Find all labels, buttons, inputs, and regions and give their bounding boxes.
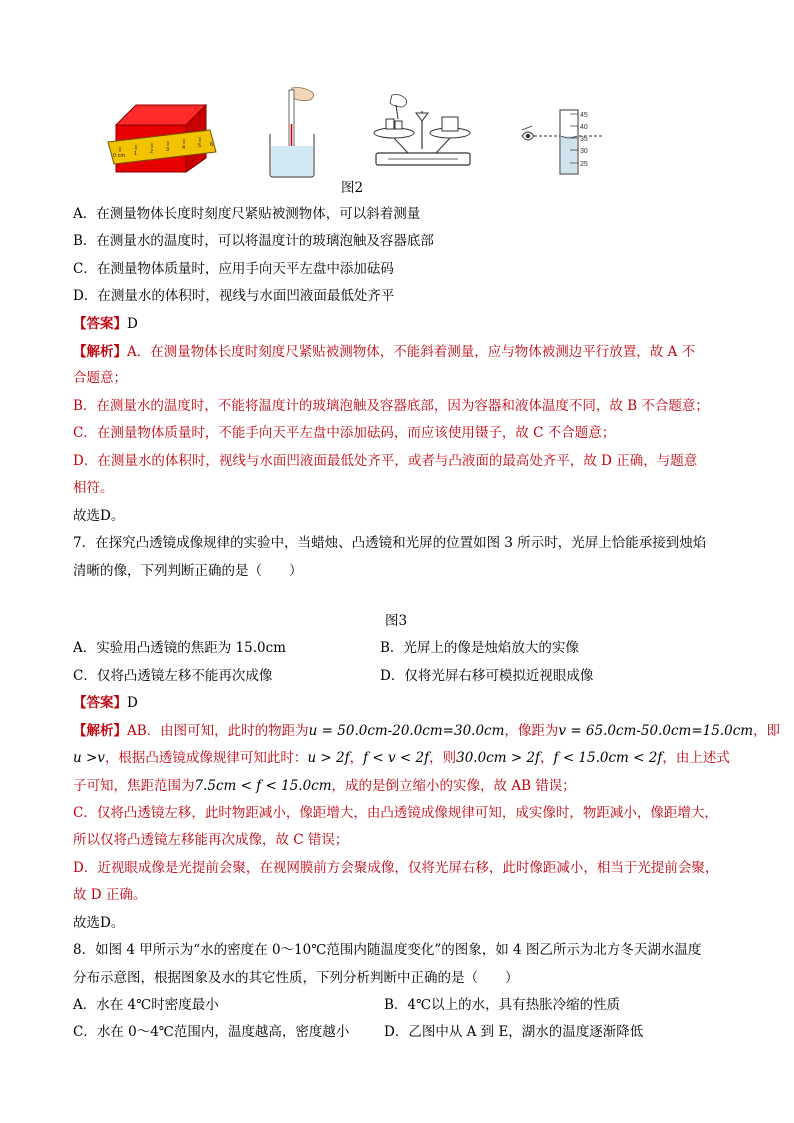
q7-analysis-2f: ，则 <box>429 750 457 766</box>
q6-conclusion: 故选D。 <box>73 508 125 524</box>
cylinder-tick-40: 40 <box>580 124 588 131</box>
ruler-tick-2: 2 <box>150 149 154 155</box>
cylinder-tick-30: 30 <box>580 148 588 155</box>
q7-analysis-line-3 <box>73 776 576 796</box>
figure3-caption: 图3 <box>385 613 408 629</box>
q7-stem-line-2: 清晰的像，下列判断正确的是（ ） <box>73 563 303 579</box>
q7-option-b: B．光屏上的像是烛焰放大的实像 <box>380 640 579 656</box>
ruler-tick-0: 0 cm <box>113 153 125 159</box>
ruler-tick-1: 1 <box>134 151 138 157</box>
q6-analysis-text-1: A．在测量物体长度时刻度尺紧贴被测物体，不能斜着测量，应与物体被测边平行放置，故 A 不 <box>127 344 696 360</box>
q7-analysis-3b: 7.5cm < f < 15.0cm <box>194 778 332 794</box>
q7-analysis-2b: ，根据凸透镜成像规律可知此时： <box>104 750 308 766</box>
q7-answer <box>73 693 138 713</box>
q6-answer-label: 【答案】 <box>73 316 127 332</box>
q7-analysis-3c: ，成的是倒立缩小的实像，故 AB 错误； <box>331 778 576 794</box>
q8-option-d: D．乙图中从 A 到 E，湖水的温度逐渐降低 <box>384 1024 644 1040</box>
ruler-tick-3: 3 <box>166 147 170 153</box>
q7-answer-label: 【答案】 <box>73 695 127 711</box>
q7-conclusion: 故选D。 <box>73 915 125 931</box>
q7-analysis-label: 【解析】 <box>73 723 127 739</box>
q8-option-a: A．水在 4℃时密度最小 <box>73 997 219 1013</box>
figure2-caption: 图2 <box>341 180 364 196</box>
cylinder-tick-45: 45 <box>580 112 588 119</box>
q7-analysis-line-7: 故 D 正确。 <box>73 887 147 903</box>
q7-analysis-2h: ， <box>540 750 554 766</box>
q8-stem-line-2: 分布示意图，根据图象及水的其它性质，下列分析判断中正确的是（ ） <box>73 970 519 986</box>
q6-analysis-line-5: D．在测量水的体积时，视线与水面凹液面最低处齐平，或者与凸液面的最高处齐平，故 D 正确，与题意 <box>73 453 698 469</box>
ruler-tick-4: 4 <box>182 145 186 151</box>
q8-option-b: B．4℃以上的水，具有热胀冷缩的性质 <box>384 997 621 1013</box>
q7-analysis-1e: ，即 <box>753 723 781 739</box>
q7-analysis-line-4: C．仅将凸透镜左移，此时物距减小，像距增大，由凸透镜成像规律可知，成实像时，物距减小，像距增大， <box>73 805 718 821</box>
figure-eye-cylinder <box>518 108 608 176</box>
q7-analysis-2j: ，由上述式 <box>662 750 730 766</box>
q8-stem-line-1: 8．如图 4 甲所示为“水的密度在 0～10℃范围内随温度变化”的图象，如 4 图乙所示为北方冬天湖水温度 <box>73 942 702 958</box>
q7-analysis-2d: ， <box>349 750 364 766</box>
cylinder-tick-25: 25 <box>580 161 588 168</box>
q7-option-d: D．仅将光屏右移可模拟近视眼成像 <box>380 668 594 684</box>
figure-ruler-block <box>106 100 218 178</box>
q7-analysis-line-5: 所以仅将凸透镜左移能再次成像，故 C 错误； <box>73 832 349 848</box>
q7-analysis-1a: AB．由图可知，此时的物距为 <box>127 723 309 739</box>
q7-option-c: C．仅将凸透镜左移不能再次成像 <box>73 668 273 684</box>
q6-analysis-label: 【解析】 <box>73 344 127 360</box>
q7-analysis-1c: ，像距为 <box>504 723 559 739</box>
q8-option-c: C．水在 0～4℃范围内，温度越高，密度越小 <box>73 1024 350 1040</box>
ruler-tick-6: 6 <box>210 142 214 148</box>
q7-analysis-2c: u > 2f <box>307 750 350 766</box>
q6-analysis-line-2: 合题意； <box>73 370 127 386</box>
q6-analysis-line-1 <box>73 342 695 362</box>
q6-analysis-line-6: 相符。 <box>73 480 114 496</box>
q7-analysis-2e: f < v < 2f <box>363 750 430 766</box>
q7-analysis-2g: 30.0cm > 2f <box>456 750 541 766</box>
q6-option-a: A．在测量物体长度时刻度尺紧贴被测物体，可以斜着测量 <box>73 206 421 222</box>
q6-answer <box>73 314 138 334</box>
q7-analysis-1d: v = 65.0cm-50.0cm=15.0cm <box>558 723 754 739</box>
q7-analysis-2i: f < 15.0cm < 2f <box>553 750 663 766</box>
q6-option-c: C．在测量物体质量时，应用手向天平左盘中添加砝码 <box>73 261 394 277</box>
figure-thermometer-beaker <box>262 84 322 179</box>
q7-analysis-line-1 <box>73 721 780 741</box>
q7-analysis-line-2 <box>73 748 730 768</box>
q6-analysis-line-4: C．在测量物体质量时，不能手向天平左盘中添加砝码，而应该使用镊子，故 C 不合题意； <box>73 425 616 441</box>
q6-option-d: D．在测量水的体积时，视线与水面凹液面最低处齐平 <box>73 288 395 304</box>
q6-option-b: B．在测量水的温度时，可以将温度计的玻璃泡触及容器底部 <box>73 233 434 249</box>
q7-analysis-1b: u = 50.0cm-20.0cm=30.0cm <box>308 723 505 739</box>
q6-answer-value: D <box>127 316 138 332</box>
q7-answer-value: D <box>127 695 138 711</box>
q7-option-a: A．实验用凸透镜的焦距为 15.0cm <box>73 640 286 656</box>
q7-analysis-2a: u >v <box>73 750 105 766</box>
cylinder-tick-35: 35 <box>580 136 588 143</box>
figure-balance-scale <box>368 93 478 173</box>
q7-stem-line-1: 7．在探究凸透镜成像规律的实验中，当蜡烛、凸透镜和光屏的位置如图 3 所示时，光屏上恰能承接到烛焰 <box>73 535 707 551</box>
q7-analysis-3a: 子可知，焦距范围为 <box>73 778 195 794</box>
q6-analysis-line-3: B．在测量水的温度时，不能将温度计的玻璃泡触及容器底部，因为容器和液体温度不同，故 B 不合题意； <box>73 398 709 414</box>
q7-analysis-line-6: D．近视眼成像是光提前会聚，在视网膜前方会聚成像，仅将光屏右移，此时像距减小，相当于光提前会聚， <box>73 860 719 876</box>
ruler-tick-5: 5 <box>198 143 202 149</box>
